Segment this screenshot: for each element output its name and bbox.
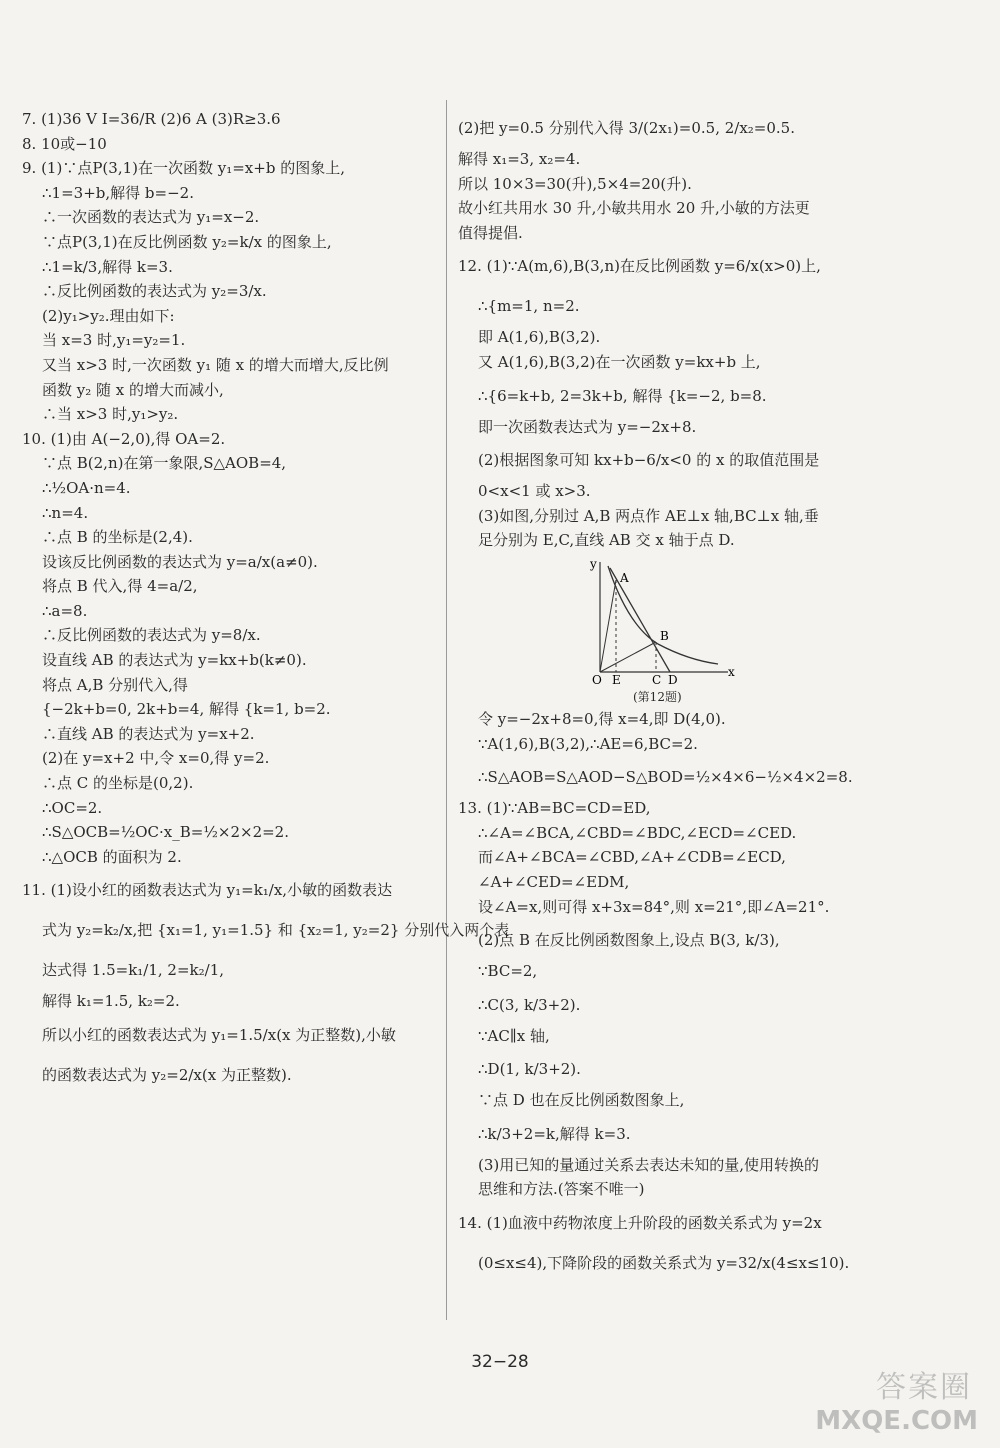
answer-line: (2)点 B 在反比例函数图象上,设点 B(3, k/3),: [478, 931, 780, 950]
answer-line: 值得提倡.: [458, 223, 523, 242]
origin-label: O: [592, 672, 602, 687]
answer-line: (3)用已知的量通过关系去表达未知的量,使用转换的: [478, 1155, 820, 1174]
answer-line: ∴点 B 的坐标是(2,4).: [42, 528, 193, 547]
page-number: 32−28: [471, 1352, 529, 1372]
answer-line: 而∠A+∠BCA=∠CBD,∠A+∠CDB=∠ECD,: [478, 848, 786, 867]
answer-line: 足分别为 E,C,直线 AB 交 x 轴于点 D.: [478, 531, 735, 550]
answer-line: 设该反比例函数的表达式为 y=a/x(a≠0).: [42, 552, 318, 571]
answer-line: 当 x=3 时,y₁=y₂=1.: [42, 331, 186, 350]
answer-line: ∵点 B(2,n)在第一象限,S△AOB=4,: [42, 454, 287, 473]
answer-line: ∴C(3, k/3+2).: [478, 995, 581, 1014]
answer-line: ∴△OCB 的面积为 2.: [42, 847, 182, 866]
answer-line: 式为 y₂=k₂/x,把 {x₁=1, y₁=1.5} 和 {x₂=1, y₂=2} 分别代入两个表: [42, 921, 510, 940]
answer-line: 14. (1)血液中药物浓度上升阶段的函数关系式为 y=2x: [458, 1214, 822, 1233]
answer-line: (2)y₁>y₂.理由如下:: [42, 306, 175, 325]
answer-line: ∴k/3+2=k,解得 k=3.: [478, 1124, 631, 1143]
answer-line: 10. (1)由 A(−2,0),得 OA=2.: [22, 429, 226, 448]
answer-line: 解得 k₁=1.5, k₂=2.: [42, 992, 180, 1011]
answer-line: ∠A+∠CED=∠EDM,: [478, 872, 630, 891]
answer-line: 又 A(1,6),B(3,2)在一次函数 y=kx+b 上,: [478, 352, 761, 371]
watermark-cn: 答案圈: [876, 1370, 972, 1405]
point-c-label: C: [652, 672, 662, 687]
answer-line: 7. (1)36 V I=36/R (2)6 A (3)R≥3.6: [22, 110, 281, 128]
answer-line: 设直线 AB 的表达式为 y=kx+b(k≠0).: [42, 651, 307, 670]
point-a-label: A: [620, 570, 629, 585]
answer-line: 0<x<1 或 x>3.: [478, 482, 591, 501]
watermark-en: MXQE.COM: [815, 1406, 978, 1436]
answer-line: ∴a=8.: [42, 601, 88, 620]
answer-line: 设∠A=x,则可得 x+3x=84°,则 x=21°,即∠A=21°.: [478, 897, 830, 916]
answer-line: ∵A(1,6),B(3,2),∴AE=6,BC=2.: [478, 734, 698, 753]
answer-line: ∴一次函数的表达式为 y₁=x−2.: [42, 208, 260, 227]
answer-line: {−2k+b=0, 2k+b=4, 解得 {k=1, b=2.: [42, 700, 331, 719]
graph-svg: [588, 556, 738, 688]
answer-line: ∴n=4.: [42, 503, 89, 522]
answer-line: ∴S△OCB=½OC·x_B=½×2×2=2.: [42, 823, 289, 842]
line-ab: [610, 568, 670, 672]
answer-line: ∵BC=2,: [478, 962, 538, 981]
y-axis-label: y: [590, 556, 597, 571]
answer-line: ∴当 x>3 时,y₁>y₂.: [42, 405, 179, 424]
answer-line: 11. (1)设小红的函数表达式为 y₁=k₁/x,小敏的函数表达: [22, 881, 393, 900]
answer-line: 12. (1)∵A(m,6),B(3,n)在反比例函数 y=6/x(x>0)上,: [458, 257, 821, 276]
answer-line: (2)把 y=0.5 分别代入得 3/(2x₁)=0.5, 2/x₂=0.5.: [458, 119, 795, 137]
answer-line: 函数 y₂ 随 x 的增大而减小,: [42, 380, 224, 399]
x-axis-label: x: [728, 664, 735, 679]
answer-line: ∴反比例函数的表达式为 y=8/x.: [42, 626, 261, 645]
answer-line: 即一次函数表达式为 y=−2x+8.: [478, 417, 697, 436]
answer-line: ∴1=k/3,解得 k=3.: [42, 257, 173, 276]
answer-line: ∴直线 AB 的表达式为 y=x+2.: [42, 724, 255, 743]
answer-line: ∵点P(3,1)在反比例函数 y₂=k/x 的图象上,: [42, 232, 332, 251]
answer-line: 又当 x>3 时,一次函数 y₁ 随 x 的增大而增大,反比例: [42, 355, 389, 374]
column-divider: [446, 100, 447, 1320]
right-column: [458, 108, 868, 1283]
answer-line: ∴½OA·n=4.: [42, 478, 131, 497]
answer-line: 8. 10或−10: [22, 134, 107, 153]
answer-line: 的函数表达式为 y₂=2/x(x 为正整数).: [42, 1066, 292, 1084]
function-graph-figure: [458, 556, 868, 706]
answer-line: 解得 x₁=3, x₂=4.: [458, 150, 581, 168]
answer-line: (3)如图,分别过 A,B 两点作 AE⊥x 轴,BC⊥x 轴,垂: [478, 506, 819, 525]
answer-line: ∴点 C 的坐标是(0,2).: [42, 774, 194, 793]
answer-line: 思维和方法.(答案不唯一): [478, 1180, 645, 1199]
answer-line: ∴∠A=∠BCA,∠CBD=∠BDC,∠ECD=∠CED.: [478, 823, 797, 842]
answer-line: 所以 10×3=30(升),5×4=20(升).: [458, 174, 692, 193]
answer-line: ∴反比例函数的表达式为 y₂=3/x.: [42, 282, 267, 301]
answer-line: ∴1=3+b,解得 b=−2.: [42, 183, 194, 202]
answer-line: 即 A(1,6),B(3,2).: [478, 328, 601, 347]
answer-line: 将点 B 代入,得 4=a/2,: [42, 577, 198, 596]
point-d-label: D: [668, 672, 678, 687]
answer-line: ∴S△AOB=S△AOD−S△BOD=½×4×6−½×4×2=8.: [478, 768, 853, 787]
segment-ob: [600, 642, 656, 672]
answer-line: (2)根据图象可知 kx+b−6/x<0 的 x 的取值范围是: [478, 451, 820, 470]
answer-line: (2)在 y=x+2 中,令 x=0,得 y=2.: [42, 749, 270, 768]
point-e-label: E: [612, 672, 621, 687]
answer-line: 令 y=−2x+8=0,得 x=4,即 D(4,0).: [478, 709, 726, 728]
answer-line: 达式得 1.5=k₁/1, 2=k₂/1,: [42, 961, 225, 980]
answer-line: (0≤x≤4),下降阶段的函数关系式为 y=32/x(4≤x≤10).: [478, 1254, 850, 1273]
answer-line: ∴OC=2.: [42, 798, 103, 817]
watermark-logo: [808, 1362, 978, 1442]
answer-line: ∵点 D 也在反比例函数图象上,: [478, 1091, 685, 1110]
segment-oa: [600, 580, 616, 672]
answer-line: ∴D(1, k/3+2).: [478, 1060, 581, 1079]
figure-caption: (第12题): [633, 689, 682, 704]
point-b-label: B: [660, 628, 669, 643]
answer-line: 故小红共用水 30 升,小敏共用水 20 升,小敏的方法更: [458, 199, 810, 218]
answer-line: ∴{6=k+b, 2=3k+b, 解得 {k=−2, b=8.: [478, 386, 767, 405]
answer-line: ∵AC∥x 轴,: [478, 1026, 550, 1045]
answer-line: 将点 A,B 分别代入,得: [42, 675, 188, 694]
answer-line: ∴{m=1, n=2.: [478, 297, 580, 316]
answer-line: 9. (1)∵点P(3,1)在一次函数 y₁=x+b 的图象上,: [22, 159, 345, 178]
answer-line: 13. (1)∵AB=BC=CD=ED,: [458, 799, 651, 818]
answer-line: 所以小红的函数表达式为 y₁=1.5/x(x 为正整数),小敏: [42, 1026, 396, 1044]
